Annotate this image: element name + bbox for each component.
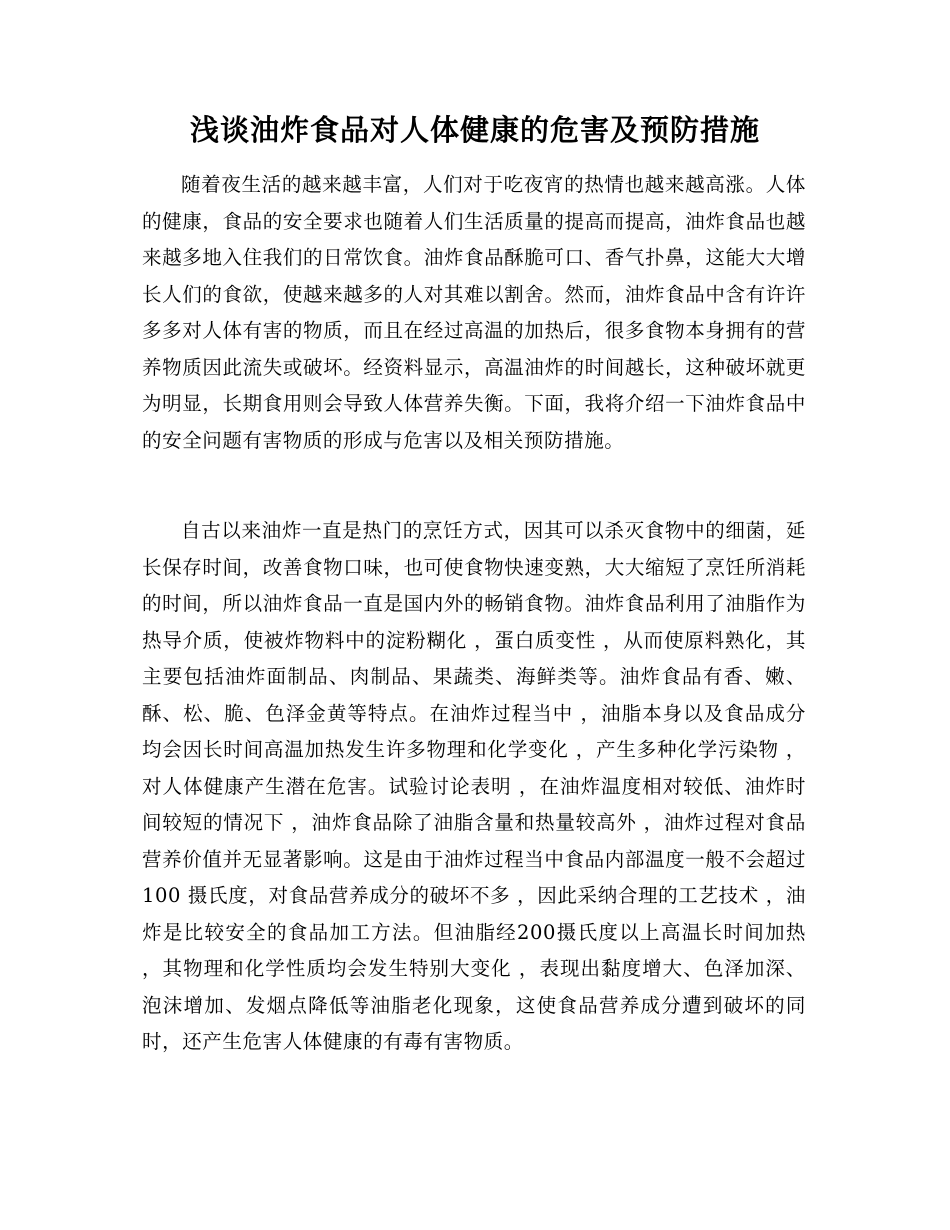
document-title: 浅谈油炸食品对人体健康的危害及预防措施 <box>189 113 760 147</box>
paragraph-frying-overview: 自古以来油炸一直是热门的烹饪方式，因其可以杀灭食物中的细菌，延长保存时间，改善食物口味，也可使食物快速变熟，大大缩短了烹饪所消耗的时间，所以油炸食品一直是国内外的畅销食物。油炸食品利用了油脂作为热导介质，使被炸物料中的淀粉糊化 ，蛋白质变性 ，从而使原料熟化，其主要包括油炸面制品、肉制品、果蔬类、海鲜类等。油炸食品有香、嫩、酥、松、脆、色泽金黄等特点。在油炸过程当中 ，油脂本身以及食品成分均会因长时间高温加热发生许多物理和化学变化 ，产生多种化学污染物 ，对人体健康产生潜在危害。试验讨论表明 ，在油炸温度相对较低、油炸时间较短的情况下 ，油炸食品除了油脂含量和热量较高外 ，油炸过程对食品营养价值并无显著影响。这是由于油炸过程当中食品内部温度一般不会超过100 摄氏度，对食品营养成分的破坏不多 ，因此采纳合理的工艺技术 ，油炸是比较安全的食品加工方法。但油脂经200摄氏度以上高温长时间加热 ，其物理和化学性质均会发生特别大变化 ，表现出黏度增大、色泽加深、泡沫增加、发烟点降低等油脂老化现象，这使食品营养成分遭到破坏的同时，还产生危害人体健康的有毒有害物质。 <box>142 519 806 1053</box>
paragraph-intro: 随着夜生活的越来越丰富，人们对于吃夜宵的热情也越来越高涨。人体的健康，食品的安全要求也随着人们生活质量的提高而提高，油炸食品也越来越多地入住我们的日常饮食。油炸食品酥脆可口、香气扑鼻，这能大大增长人们的食欲，使越来越多的人对其难以割舍。然而，油炸食品中含有许许多多对人体有害的物质，而且在经过高温的加热后，很多食物本身拥有的营养物质因此流失或破坏。经资料显示，高温油炸的时间越长，这种破坏就更为明显，长期食用则会导致人体营养失衡。下面，我将介绍一下油炸食品中的安全问题有害物质的形成与危害以及相关预防措施。 <box>142 173 806 452</box>
